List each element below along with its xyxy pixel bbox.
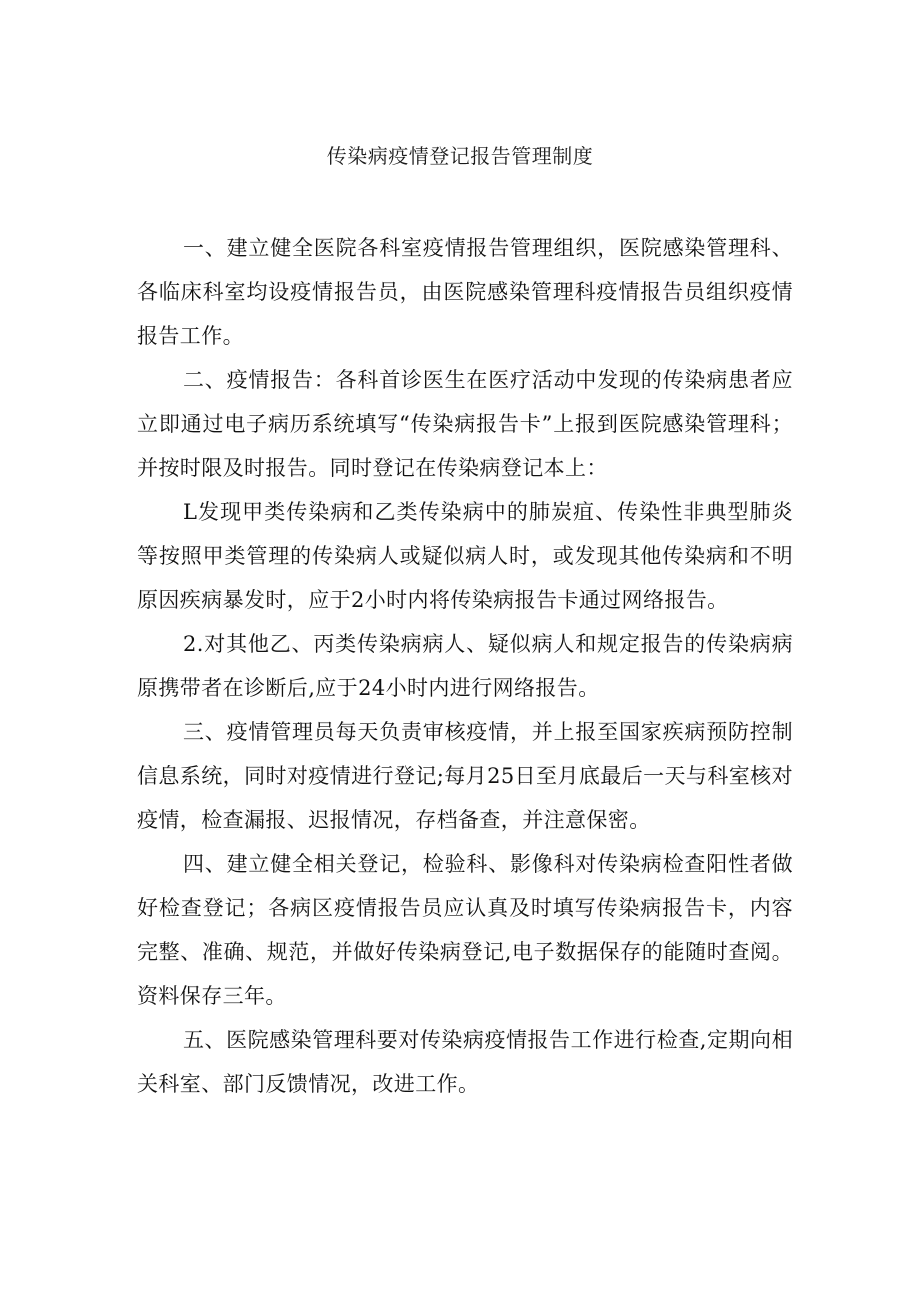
paragraph-manager-review: 三、疫情管理员每天负责审核疫情，并上报至国家疾病预防控制信息系统，同时对疫情进行登记;每月25日至月底最后一天与科室核对疫情，检查漏报、迟报情况，存档备查，并注意保密。 (137, 720, 793, 832)
document-body (137, 226, 793, 1106)
paragraph-class-b-c-report: 2.对其他乙、丙类传染病病人、疑似病人和规定报告的传染病病原携带者在诊断后,应于24小时内进行网络报告。 (137, 632, 793, 700)
paragraph-inspection: 五、医院感染管理科要对传染病疫情报告工作进行检查,定期向相关科室、部门反馈情况，改进工作。 (137, 1028, 793, 1096)
document-title: 传染病疫情登记报告管理制度 (326, 144, 594, 168)
paragraph-registration: 四、建立健全相关登记，检验科、影像科对传染病检查阳性者做好检查登记；各病区疫情报告员应认真及时填写传染病报告卡，内容完整、准确、规范，并做好传染病登记,电子数据保存的能随时查阅。资料保存三年。 (137, 852, 793, 1008)
paragraph-class-a-report: L发现甲类传染病和乙类传染病中的肺炭疽、传染性非典型肺炎等按照甲类管理的传染病人或疑似病人时，或发现其他传染病和不明原因疾病暴发时，应于2小时内将传染病报告卡通过网络报告。 (137, 500, 793, 612)
paragraph-epidemic-report: 二、疫情报告：各科首诊医生在医疗活动中发现的传染病患者应立即通过电子病历系统填写“传染病报告卡”上报到医院感染管理科；并按时限及时报告。同时登记在传染病登记本上： (137, 368, 793, 480)
paragraph-organization: 一、建立健全医院各科室疫情报告管理组织，医院感染管理科、各临床科室均设疫情报告员，由医院感染管理科疫情报告员组织疫情报告工作。 (137, 236, 793, 348)
